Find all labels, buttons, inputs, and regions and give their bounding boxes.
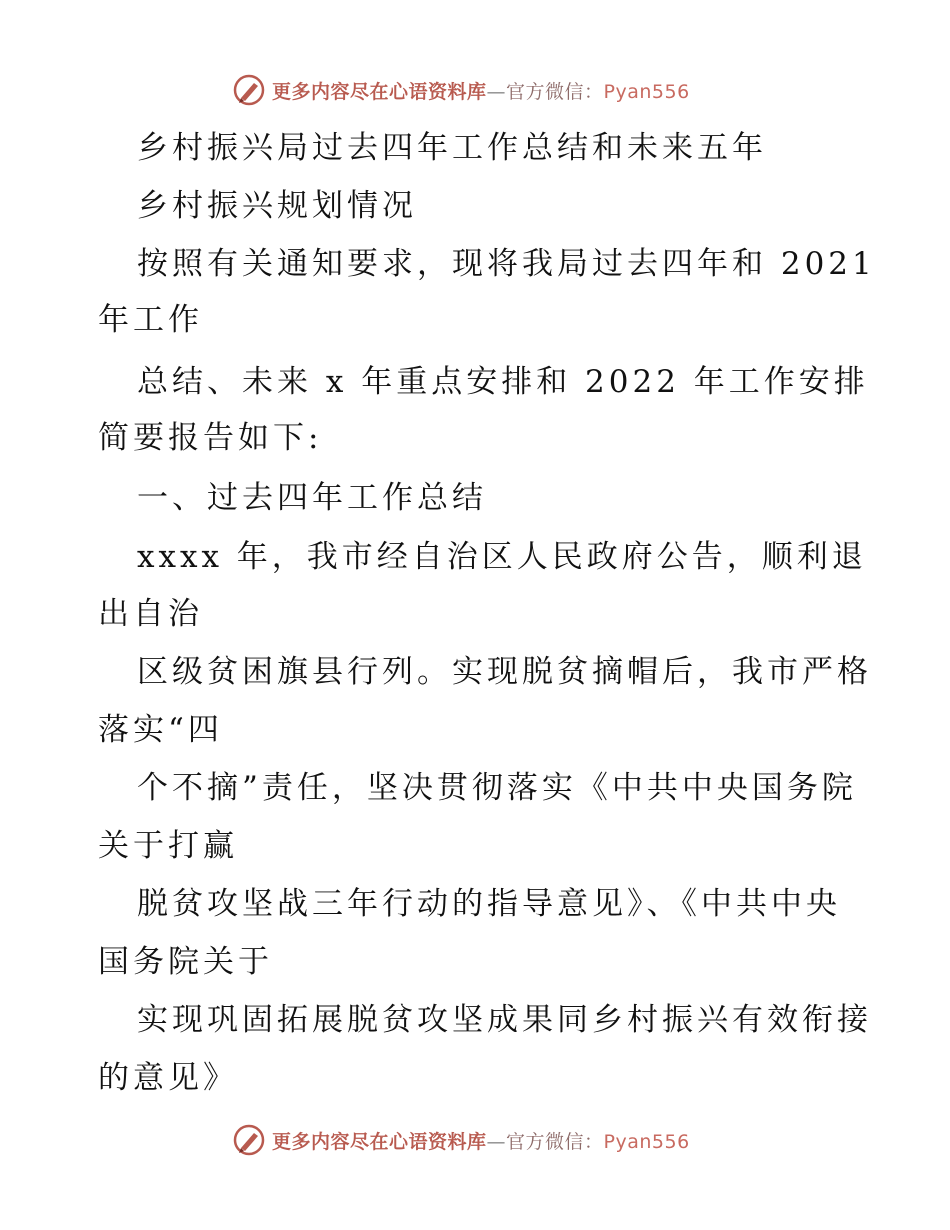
banner-brand: 更多内容尽在心语资料库 <box>272 1130 487 1153</box>
title-line-2: 乡村振兴规划情况 <box>137 188 417 224</box>
footer-banner <box>232 1120 752 1160</box>
banner-separator: — <box>486 1130 507 1153</box>
paragraph-line: 的意见》 <box>98 1060 238 1096</box>
banner-wechat-id: Pyan556 <box>603 80 690 103</box>
paragraph-line: 个不摘”责任，坚决贯彻落实《中共中央国务院 <box>137 770 857 806</box>
paragraph-line: 区级贫困旗县行列。实现脱贫摘帽后，我市严格 <box>137 654 872 690</box>
banner-wechat-label: 官方微信： <box>506 80 604 103</box>
pen-logo-icon <box>232 1123 266 1157</box>
banner-text <box>272 77 690 104</box>
paragraph-line: xxxx 年，我市经自治区人民政府公告，顺利退 <box>137 539 867 575</box>
paragraph-line: 关于打赢 <box>98 828 238 864</box>
banner-text <box>272 1127 690 1154</box>
paragraph-line: 脱贫攻坚战三年行动的指导意见》、《中共中央 <box>137 886 841 922</box>
paragraph-line: 出自治 <box>98 596 203 632</box>
section-heading: 一、过去四年工作总结 <box>137 480 487 516</box>
paragraph-line: 总结、未来 x 年重点安排和 2022 年工作安排 <box>137 364 869 400</box>
banner-separator: — <box>486 80 507 103</box>
paragraph-line: 年工作 <box>98 302 203 338</box>
paragraph-line: 国务院关于 <box>98 944 273 980</box>
header-banner <box>232 70 752 110</box>
paragraph-line: 实现巩固拓展脱贫攻坚成果同乡村振兴有效衔接 <box>137 1002 872 1038</box>
paragraph-line: 按照有关通知要求，现将我局过去四年和 2021 <box>137 246 876 282</box>
paragraph-line: 简要报告如下: <box>98 420 323 456</box>
banner-wechat-id: Pyan556 <box>603 1130 690 1153</box>
banner-brand: 更多内容尽在心语资料库 <box>272 80 487 103</box>
pen-logo-icon <box>232 73 266 107</box>
paragraph-line: 落实“四 <box>98 712 223 748</box>
banner-wechat-label: 官方微信： <box>506 1130 604 1153</box>
title-line-1: 乡村振兴局过去四年工作总结和未来五年 <box>137 130 767 166</box>
